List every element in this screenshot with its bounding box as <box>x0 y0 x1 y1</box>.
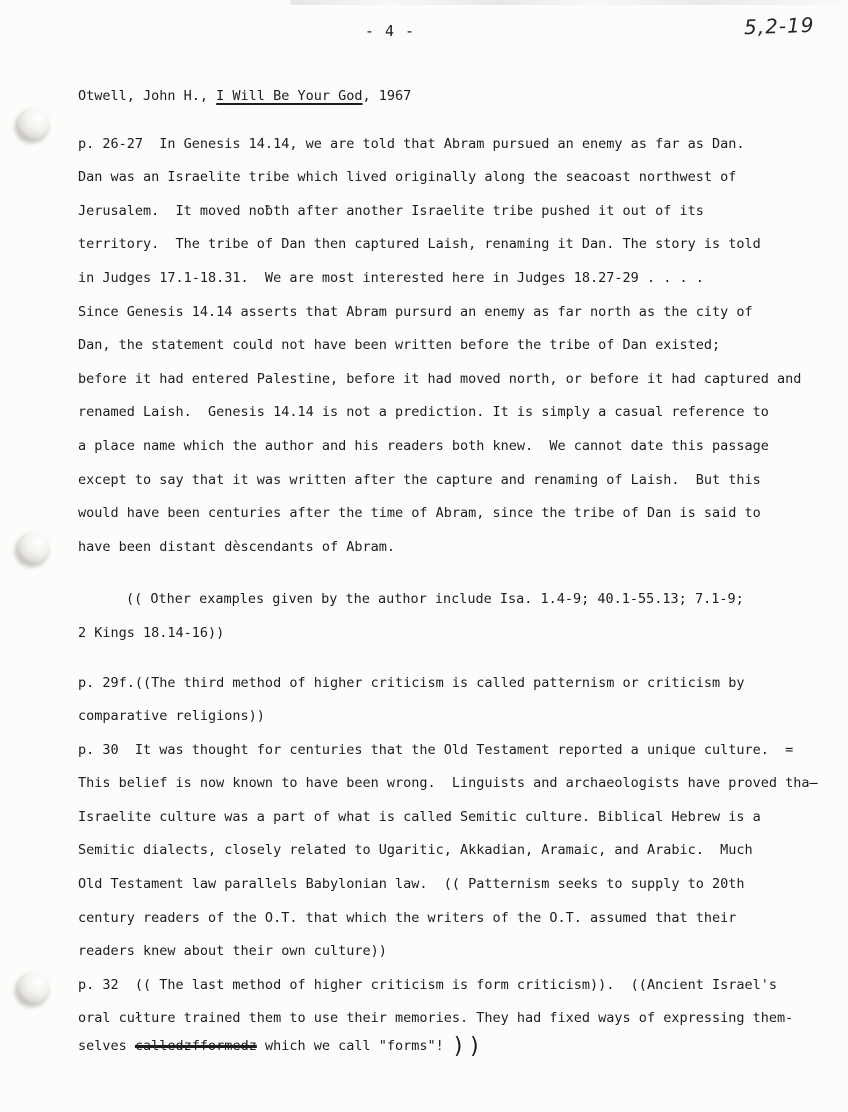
text-segment: calledzfformedz <box>134 1038 257 1055</box>
text-segment: century readers of the O.T. that which the writers of the O.T. assumed that their <box>78 909 737 926</box>
text-segment: a place name which the author and his readers both knew. We cannot date this passage <box>78 437 769 454</box>
text-segment: readers knew about their own culture)) <box>78 943 387 960</box>
body-line <box>78 430 823 464</box>
text-segment: except to say that it was written after the capture and renaming of Laish. But this <box>78 471 761 488</box>
page-number: - 4 - <box>364 22 416 40</box>
text-segment: p. 26-27 In Genesis 14.14, we are told that Abram pursued an enemy as far as Dan. <box>78 135 745 152</box>
text-segment: p. 32 (( The last method of higher criticism is form criticism)). ((Ancient Israel's <box>78 976 777 993</box>
binder-hole-top <box>17 108 50 140</box>
text-segment: p. 30 It was thought for centuries that the Old Testament reported a unique culture. = <box>78 741 794 758</box>
text-segment: comparative religions)) <box>78 708 265 725</box>
body-line <box>78 868 823 902</box>
body-line <box>78 329 823 363</box>
body-line <box>78 363 823 397</box>
text-segment: territory. The tribe of Dan then captured Laish, renaming it Dan. The story is told <box>78 236 761 253</box>
body-line <box>78 834 823 868</box>
body-line <box>78 128 823 162</box>
binder-hole-bottom <box>17 972 50 1004</box>
body-line <box>78 734 823 768</box>
body-line <box>78 700 823 734</box>
text-segment: , 1967 <box>362 88 412 104</box>
body-line <box>78 801 823 835</box>
text-segment: selves <box>78 1038 135 1055</box>
binder-hole-middle <box>17 532 50 564</box>
text-segment: Semitic dialects, closely related to Ugaritic, Akkadian, Aramaic, and Arabic. Much <box>78 842 753 859</box>
body-line <box>78 969 823 1003</box>
text-segment: Otwell, John H., <box>78 88 217 104</box>
body-line <box>78 262 823 296</box>
scan-edge-artifact <box>290 0 840 5</box>
body-line <box>78 935 823 969</box>
body-line <box>78 583 823 617</box>
body-line <box>78 617 823 651</box>
text-segment: Old Testament law parallels Babylonian law. (( Patternism seeks to supply to 20th <box>78 876 745 893</box>
text-segment: (( Other examples given by the author include Isa. 1.4-9; 40.1-55.13; 7.1-9; <box>126 591 744 608</box>
body-line <box>78 195 823 229</box>
text-segment: which we call "forms"! <box>256 1038 452 1055</box>
body-line <box>78 296 823 330</box>
text-segment: I Will Be Your God <box>216 88 363 104</box>
text-segment: renamed Laish. Genesis 14.14 is not a prediction. It is simply a casual reference to <box>78 404 769 421</box>
text-segment: before it had entered Palestine, before it had moved north, or before it had captured and <box>78 370 802 387</box>
body-line <box>78 161 823 195</box>
text-segment: oral cułture trained them to use their memories. They had fixed ways of expressing them- <box>78 1010 794 1027</box>
body-text <box>78 128 823 1064</box>
text-segment: p. 29f.((The third method of higher criticism is called patternism or criticism by <box>78 674 745 691</box>
typewritten-content <box>78 80 823 1064</box>
text-segment: Israelite culture was a part of what is called Semitic culture. Biblical Hebrew is a <box>78 808 761 825</box>
body-line <box>78 767 823 801</box>
body-line <box>78 464 823 498</box>
text-segment: Jerusalem. It moved noƀth after another Israelite tribe pushed it out of its <box>78 202 704 219</box>
body-line <box>78 667 823 701</box>
text-segment: in Judges 17.1-18.31. We are most interested here in Judges 18.27-29 . . . . <box>78 269 704 286</box>
handwritten-annotation: 5,2-19 <box>743 12 815 40</box>
text-segment: 2 Kings 18.14-16)) <box>78 624 225 641</box>
text-segment: Dan, the statement could not have been written before the tribe of Dan existed; <box>78 337 721 354</box>
text-segment: Dan was an Israelite tribe which lived originally along the seacoast northwest of <box>78 169 737 186</box>
text-segment: would have been centuries after the time of Abram, since the tribe of Dan is said to <box>78 505 761 522</box>
body-line <box>78 396 823 430</box>
body-line <box>78 228 823 262</box>
text-segment: Since Genesis 14.14 asserts that Abram pursurd an enemy as far north as the city of <box>78 303 753 320</box>
body-line <box>78 531 823 565</box>
body-line <box>78 497 823 531</box>
text-segment: have been distant dèscendants of Abram. <box>78 538 395 555</box>
body-line <box>78 902 823 936</box>
text-segment: This belief is now known to have been wrong. Linguists and archaeologists have proved tha̶ <box>78 775 818 792</box>
text-segment: )) <box>451 1034 485 1060</box>
citation-line <box>78 80 823 114</box>
